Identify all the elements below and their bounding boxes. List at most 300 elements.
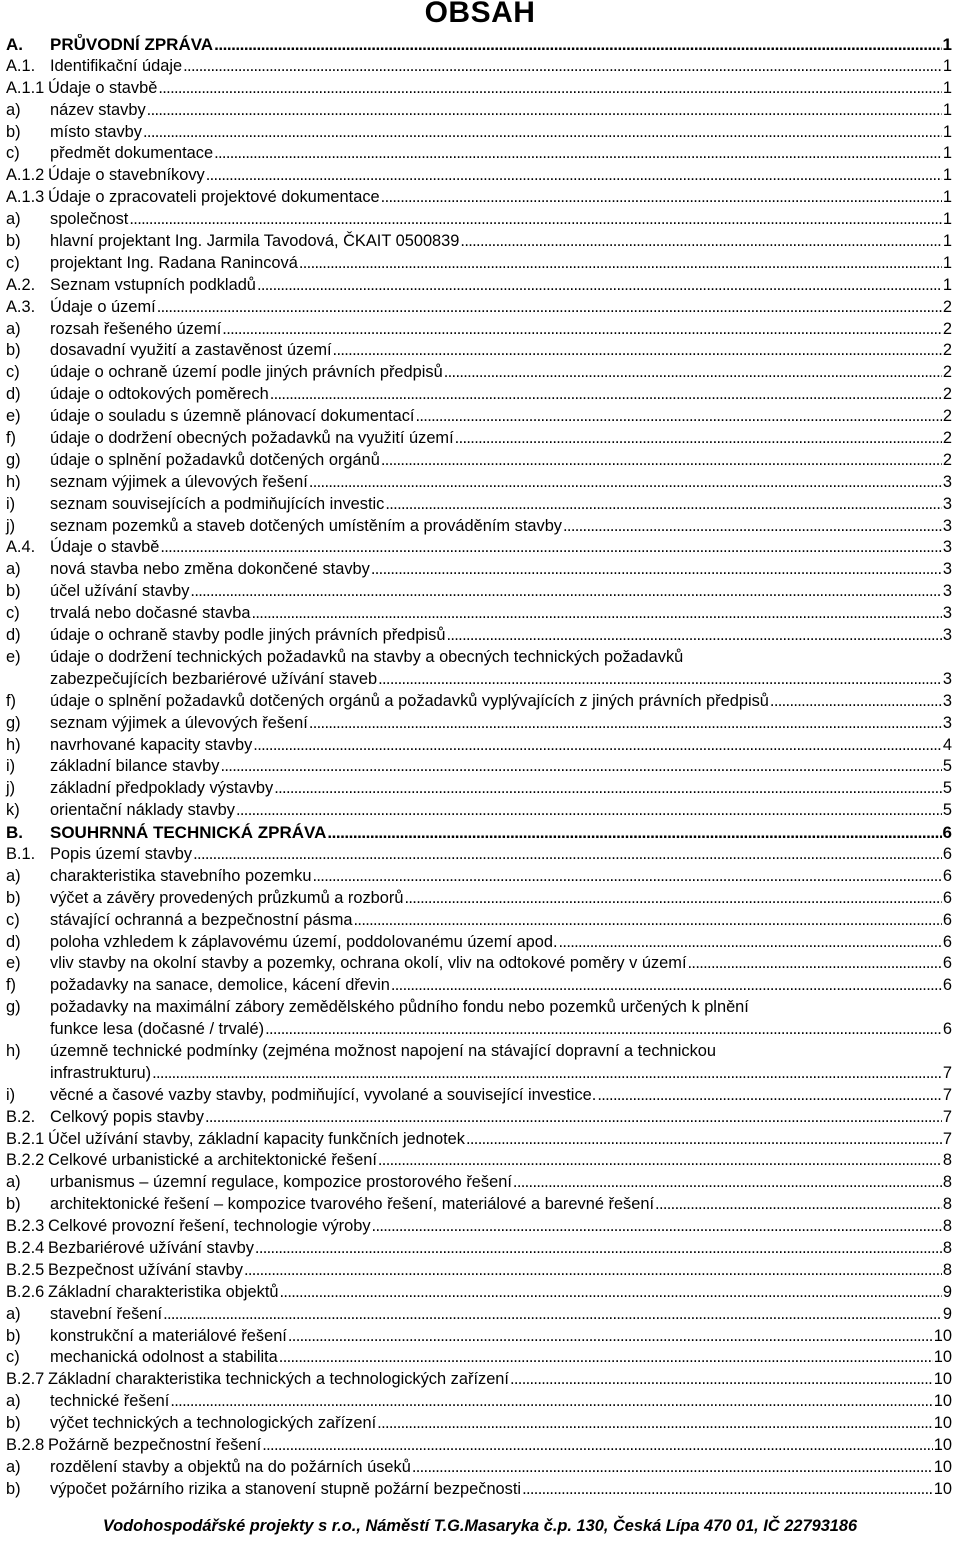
dot-leader [270, 384, 942, 406]
toc-entry[interactable] [0, 866, 960, 888]
toc-entry-text: nová stavba nebo změna dokončené stavby [50, 560, 370, 579]
toc-entry-text: výčet a závěry provedených průzkumů a rozborů [50, 888, 404, 907]
toc-entry[interactable] [0, 1260, 960, 1282]
toc-entry-text: rozdělení stavby a objektů na do požárních úseků [50, 1457, 411, 1476]
toc-entry-page: 2 [942, 429, 952, 448]
toc-entry-page: 10 [933, 1326, 952, 1345]
toc-entry[interactable] [0, 1129, 960, 1151]
toc-entry-text: Údaje o území [50, 297, 156, 316]
toc-entry-page: 10 [933, 1348, 952, 1367]
toc-entry-number: f) [6, 976, 17, 995]
toc-entry[interactable] [0, 143, 960, 165]
toc-entry[interactable] [0, 888, 960, 910]
toc-entry-text: seznam pozemků a staveb dotčených umístěním a prováděním stavby [50, 516, 563, 535]
toc-entry-leader [50, 778, 952, 800]
dot-leader [158, 78, 942, 100]
toc-entry-page: 2 [942, 450, 952, 469]
toc-entry-leader [50, 362, 952, 384]
toc-entry-text: název stavby [50, 100, 146, 119]
toc-entry-number: i) [6, 494, 16, 513]
toc-entry[interactable] [0, 581, 960, 603]
dot-leader [170, 1391, 932, 1413]
toc-entry-page: 10 [933, 1392, 952, 1411]
toc-entry[interactable] [0, 1282, 960, 1304]
toc-entry-leader [50, 888, 952, 910]
toc-entry-page: 1 [942, 100, 952, 119]
toc-entry-number: h) [6, 735, 21, 754]
toc-entry-page: 3 [942, 582, 952, 601]
toc-entry-number: a) [6, 1304, 21, 1323]
dot-leader [460, 231, 941, 253]
toc-entry-text: údaje o splnění požadavků dotčených orgánů [50, 450, 380, 469]
dot-leader [309, 472, 942, 494]
toc-entry-leader [50, 559, 952, 581]
toc-entry-number: a) [6, 210, 21, 229]
toc-entry-continuation[interactable] [0, 1063, 960, 1085]
toc-entry-text: navrhované kapacity stavby [50, 735, 253, 754]
toc-entry-page: 6 [942, 866, 952, 885]
toc-entry-leader [50, 669, 952, 691]
toc-entry-text: charakteristika stavebního pozemku [50, 866, 312, 885]
toc-entry-page: 1 [942, 232, 952, 251]
toc-entry[interactable] [0, 735, 960, 757]
dot-leader [415, 406, 941, 428]
toc-entry[interactable] [0, 472, 960, 494]
toc-entry-leader [50, 1172, 952, 1194]
toc-entry-leader [50, 866, 952, 888]
toc-entry-number: h) [6, 472, 21, 491]
toc-entry-page: 6 [942, 954, 952, 973]
toc-entry-text: Bezbariérové užívání stavby [48, 1238, 254, 1257]
toc-entry-leader [50, 450, 952, 472]
toc-entry-text: údaje o souladu s územně plánovací dokumentací [50, 407, 415, 426]
toc-entry-text: konstrukční a materiálové řešení [50, 1326, 287, 1345]
toc-entry-number: f) [6, 429, 17, 448]
dot-leader [236, 800, 942, 822]
toc-entry-leader [48, 1150, 952, 1172]
toc-entry-page: 10 [933, 1457, 952, 1476]
toc-entry-number: d) [6, 626, 21, 645]
toc-entry-page: 3 [942, 538, 952, 557]
toc-entry[interactable] [0, 1304, 960, 1326]
toc-entry-text: výčet technických a technologických zařízení [50, 1414, 377, 1433]
toc-entry-number: B. [6, 823, 23, 843]
dot-leader [372, 1216, 942, 1238]
toc-entry-number: b) [6, 888, 21, 907]
toc-entry-leader [50, 537, 952, 559]
dot-leader [257, 275, 942, 297]
dot-leader [312, 866, 941, 888]
toc-entry-text-cont: infrastrukturu) [50, 1063, 152, 1082]
toc-entry-page: 1 [942, 78, 952, 97]
toc-entry[interactable] [0, 450, 960, 472]
toc-entry-leader [50, 1479, 952, 1501]
toc-entry-number: d) [6, 385, 21, 404]
toc-entry-page: 8 [942, 1151, 952, 1170]
toc-entry-number: b) [6, 341, 21, 360]
toc-entry-leader [50, 384, 952, 406]
toc-entry[interactable] [0, 778, 960, 800]
toc-entry-text: údaje o ochraně stavby podle jiných právních předpisů [50, 626, 446, 645]
dot-leader [214, 143, 942, 165]
toc-entry-text: trvalá nebo dočasné stavba [50, 604, 251, 623]
dot-leader [354, 910, 942, 932]
toc-entry-page: 5 [942, 757, 952, 776]
toc-entry[interactable] [0, 100, 960, 122]
toc-entry-page: 1 [942, 275, 952, 294]
toc-entry-number: B.1. [6, 844, 36, 863]
toc-entry-number: d) [6, 932, 21, 951]
toc-entry-leader [50, 932, 952, 954]
toc-entry[interactable] [0, 1194, 960, 1216]
toc-entry-text: Bezpečnost užívání stavby [48, 1260, 243, 1279]
toc-entry-text: předmět dokumentace [50, 144, 214, 163]
toc-entry-page: 2 [942, 341, 952, 360]
dot-leader [446, 625, 941, 647]
toc-entry-text: architektonické řešení – kompozice tvarového řešení, materiálové a barevné řešení [50, 1195, 655, 1214]
toc-entry[interactable] [0, 516, 960, 538]
toc-entry[interactable] [0, 275, 960, 297]
dot-leader [274, 778, 942, 800]
toc-entry-number: b) [6, 122, 21, 141]
dot-leader [193, 844, 942, 866]
toc-entry-text: PRŮVODNÍ ZPRÁVA [50, 35, 214, 54]
dot-leader [391, 975, 942, 997]
dot-leader [206, 165, 942, 187]
toc-entry-leader [50, 340, 952, 362]
toc-entry-text: základní předpoklady výstavby [50, 779, 274, 798]
toc-entry-text: údaje o splnění požadavků dotčených orgánů a požadavků vyplývajících z jiných právních předpisů [50, 691, 769, 710]
toc-entry[interactable] [0, 1216, 960, 1238]
toc-entry-page: 6 [942, 976, 952, 995]
toc-entry-text: požadavky na sanace, demolice, kácení dřevin [50, 976, 390, 995]
dot-leader [412, 1457, 933, 1479]
dot-leader [333, 340, 942, 362]
toc-entry-text: Údaje o stavbě [48, 78, 158, 97]
toc-entry[interactable] [0, 406, 960, 428]
toc-entry[interactable] [0, 340, 960, 362]
toc-entry-page: 3 [942, 604, 952, 623]
toc-entry[interactable] [0, 56, 960, 78]
toc-entry-text: Základní charakteristika objektů [48, 1282, 279, 1301]
toc-entry-page: 3 [942, 691, 952, 710]
toc-entry-leader [50, 975, 952, 997]
toc-entry-text: stavební řešení [50, 1304, 163, 1323]
toc-entry-leader [50, 100, 952, 122]
toc-entry-page: 10 [933, 1414, 952, 1433]
toc-entry-page: 2 [942, 385, 952, 404]
toc-entry-leader [50, 1347, 952, 1369]
toc-entry[interactable] [0, 494, 960, 516]
dot-leader [190, 581, 941, 603]
dot-leader [655, 1194, 942, 1216]
toc-entry-leader [50, 1194, 952, 1216]
toc-entry-leader [50, 581, 952, 603]
toc-entry-page: 10 [933, 1479, 952, 1498]
toc-entry[interactable] [0, 1347, 960, 1369]
toc-entry[interactable] [0, 1326, 960, 1348]
toc-entry-leader [48, 1260, 952, 1282]
toc-entry-number: a) [6, 1457, 21, 1476]
dot-leader [152, 1063, 942, 1085]
toc-entry[interactable] [0, 1107, 960, 1129]
dot-leader [205, 1107, 942, 1129]
toc-entry-text: územně technické podmínky (zejména možnost napojení na stávající dopravní a technickou [50, 1041, 717, 1060]
toc-entry[interactable] [0, 319, 960, 341]
toc-entry-text: údaje o dodržení technických požadavků na stavby a obecných technických požadavků [50, 647, 684, 666]
toc-entry-number: B.2.3 [6, 1217, 45, 1236]
toc-entry[interactable] [0, 165, 960, 187]
toc-entry-number: B.2. [6, 1107, 36, 1126]
toc-entry-number: b) [6, 1414, 21, 1433]
toc-entry-page: 7 [942, 1107, 952, 1126]
toc-entry[interactable] [0, 997, 960, 1019]
toc-entry-page: 4 [942, 735, 952, 754]
toc-entry[interactable] [0, 713, 960, 735]
toc-entry-leader [50, 472, 952, 494]
dot-leader [327, 822, 941, 844]
toc-entry-number: h) [6, 1041, 21, 1060]
toc-entry-leader [50, 56, 952, 78]
toc-entry-page: 3 [942, 626, 952, 645]
toc-entry-number: A.2. [6, 275, 36, 294]
toc-entry-page: 7 [942, 1063, 952, 1082]
dot-leader [455, 428, 942, 450]
toc-entry-leader [50, 1413, 952, 1435]
toc-entry-leader [48, 78, 952, 100]
toc-entry-number: a) [6, 319, 21, 338]
toc-entry-number: B.2.5 [6, 1260, 45, 1279]
dot-leader [222, 319, 942, 341]
toc-entry-page: 8 [942, 1260, 952, 1279]
toc-entry-text: základní bilance stavby [50, 757, 220, 776]
page-title: OBSAH [424, 0, 536, 29]
toc-entry-leader [50, 603, 952, 625]
toc-entry-text: požadavky na maximální zábory zemědělského půdního fondu nebo pozemků určených k plnění [50, 998, 749, 1017]
toc-entry[interactable] [0, 800, 960, 822]
toc-entry[interactable] [0, 1457, 960, 1479]
toc-entry-leader [50, 406, 952, 428]
toc-entry-page: 2 [942, 407, 952, 426]
toc-entry[interactable] [0, 932, 960, 954]
toc-entry[interactable] [0, 691, 960, 713]
dot-leader [563, 516, 942, 538]
toc-entry-page: 8 [942, 1217, 952, 1236]
toc-entry[interactable] [0, 1150, 960, 1172]
dot-leader [404, 888, 941, 910]
toc-entry[interactable] [0, 34, 960, 56]
toc-entry-text: Základní charakteristika technických a technologických zařízení [48, 1370, 509, 1389]
toc-entry[interactable] [0, 756, 960, 778]
toc-entry-text: Seznam vstupních podkladů [50, 275, 256, 294]
toc-entry-text: rozsah řešeného území [50, 319, 222, 338]
toc-entry-number: A.1.1 [6, 78, 45, 97]
toc-entry[interactable] [0, 253, 960, 275]
toc-entry-page: 6 [942, 910, 952, 929]
toc-entry[interactable] [0, 1238, 960, 1260]
toc-entry-text: místo stavby [50, 122, 142, 141]
toc-entry[interactable] [0, 209, 960, 231]
toc-entry-number: j) [6, 779, 16, 798]
toc-entry-number: a) [6, 866, 21, 885]
dot-leader [255, 1238, 942, 1260]
toc-entry-leader [50, 1107, 952, 1129]
toc-entry[interactable] [0, 1413, 960, 1435]
toc-entry-page: 9 [942, 1282, 952, 1301]
toc-entry-leader [50, 1457, 952, 1479]
toc-entry[interactable] [0, 78, 960, 100]
toc-entry[interactable] [0, 231, 960, 253]
toc-entry-text: mechanická odolnost a stabilita [50, 1348, 278, 1367]
dot-leader [444, 362, 942, 384]
toc-entry-leader [50, 516, 952, 538]
toc-entry[interactable] [0, 428, 960, 450]
toc-entry-leader [48, 1216, 952, 1238]
toc-entry-page: 3 [942, 560, 952, 579]
toc-entry-number: B.2.1 [6, 1129, 45, 1148]
toc-entry-page: 1 [942, 253, 952, 272]
toc-entry-number: j) [6, 516, 16, 535]
toc-entry-leader [50, 1391, 952, 1413]
toc-entry[interactable] [0, 910, 960, 932]
toc-entry-text-cont: funkce lesa (dočasné / trvalé) [50, 1020, 265, 1039]
toc-entry[interactable] [0, 537, 960, 559]
toc-entry-leader [50, 953, 952, 975]
toc-entry-text: údaje o ochraně území podle jiných právních předpisů [50, 363, 443, 382]
toc-entry-page: 1 [942, 188, 952, 207]
toc-entry-continuation[interactable] [0, 669, 960, 691]
toc-entry-leader [50, 209, 952, 231]
toc-entry-page: 6 [942, 1020, 952, 1039]
toc-entry-leader [50, 625, 952, 647]
toc-entry-number: b) [6, 1479, 21, 1498]
toc-entry-page: 5 [942, 779, 952, 798]
toc-entry-number: a) [6, 1392, 21, 1411]
toc-entry-leader [50, 275, 952, 297]
toc-entry[interactable] [0, 1391, 960, 1413]
toc-entry-text: hlavní projektant Ing. Jarmila Tavodová, ČKAIT 0500839 [50, 232, 460, 251]
toc-entry-leader [50, 428, 952, 450]
toc-entry-number: g) [6, 450, 21, 469]
toc-entry-number: B.2.4 [6, 1238, 45, 1257]
toc-entry-page: 8 [942, 1238, 952, 1257]
toc-entry-number: e) [6, 407, 21, 426]
toc-entry[interactable] [0, 975, 960, 997]
toc-entry-page: 3 [942, 669, 952, 688]
toc-entry[interactable] [0, 187, 960, 209]
toc-entry-number: c) [6, 144, 20, 163]
toc-entry-page: 3 [942, 713, 952, 732]
toc-entry-page: 2 [942, 297, 952, 316]
toc-entry-number: i) [6, 1085, 16, 1104]
toc-entry-text: technické řešení [50, 1392, 170, 1411]
toc-entry-page: 2 [942, 363, 952, 382]
toc-entry-leader [48, 1129, 952, 1151]
toc-entry[interactable] [0, 1369, 960, 1391]
toc-entry-text: dosavadní využití a zastavěnost území [50, 341, 332, 360]
toc-entry-number: B.2.6 [6, 1282, 45, 1301]
toc-entry[interactable] [0, 844, 960, 866]
toc-entry-leader [48, 1435, 952, 1457]
dot-leader [280, 1282, 942, 1304]
toc-entry-text: seznam výjimek a úlevových řešení [50, 713, 308, 732]
toc-entry[interactable] [0, 1479, 960, 1501]
toc-entry-text: Údaje o stavebníkovy [48, 166, 205, 185]
toc-entry-page: 10 [933, 1370, 952, 1389]
toc-entry[interactable] [0, 625, 960, 647]
toc-entry-number: A.4. [6, 538, 36, 557]
toc-entry[interactable] [0, 1172, 960, 1194]
toc-entry-page: 1 [942, 122, 952, 141]
dot-leader [378, 1150, 942, 1172]
toc-entry-page: 1 [942, 35, 952, 54]
toc-entry[interactable] [0, 822, 960, 844]
toc-entry-number: A. [6, 35, 23, 54]
toc-entry-page: 3 [942, 516, 952, 535]
dot-leader [559, 932, 942, 954]
toc-entry-leader [50, 297, 952, 319]
toc-entry-text: údaje o odtokových poměrech [50, 385, 269, 404]
toc-entry-leader [50, 1063, 952, 1085]
toc-entry[interactable] [0, 953, 960, 975]
toc-entry-number: b) [6, 1326, 21, 1345]
toc-entry[interactable] [0, 559, 960, 581]
toc-entry-leader [50, 910, 952, 932]
toc-entry-leader [50, 319, 952, 341]
toc-entry-text: Požárně bezpečnostní řešení [48, 1436, 262, 1454]
toc-entry[interactable] [0, 122, 960, 144]
toc-entry-text: údaje o dodržení obecných požadavků na využití území [50, 429, 454, 448]
toc-entry-page: 1 [942, 210, 952, 229]
dot-leader [288, 1326, 933, 1348]
toc-entry-number: b) [6, 1195, 21, 1214]
toc-entry-number: A.1.2 [6, 166, 45, 185]
toc-entry[interactable] [0, 297, 960, 319]
toc-entry[interactable] [0, 1041, 960, 1063]
toc-entry-text: účel užívání stavby [50, 582, 190, 601]
toc-entry-number: g) [6, 998, 21, 1017]
toc-entry[interactable] [0, 362, 960, 384]
table-of-contents [0, 34, 960, 1501]
toc-entry-page: 6 [942, 888, 952, 907]
toc-entry-number: c) [6, 1348, 20, 1367]
toc-entry-number: g) [6, 713, 21, 732]
toc-entry[interactable] [0, 1435, 960, 1457]
toc-entry-number: c) [6, 604, 20, 623]
toc-entry-text: seznam výjimek a úlevových řešení [50, 472, 308, 491]
toc-entry-page: 3 [942, 472, 952, 491]
toc-entry-leader [48, 187, 952, 209]
toc-entry-text: Celkový popis stavby [50, 1107, 204, 1126]
dot-leader [522, 1479, 933, 1501]
toc-entry[interactable] [0, 1085, 960, 1107]
toc-entry-page: 1 [942, 56, 952, 75]
toc-entry[interactable] [0, 647, 960, 669]
toc-entry-leader [50, 735, 952, 757]
dot-leader [129, 209, 942, 231]
toc-entry-page: 2 [942, 319, 952, 338]
dot-leader [265, 1019, 942, 1041]
toc-entry-page: 7 [942, 1129, 952, 1148]
toc-entry-text: vliv stavby na okolní stavby a pozemky, ochrana okolí, vliv na odtokové poměry v území [50, 954, 687, 973]
toc-entry[interactable] [0, 384, 960, 406]
toc-entry-number: B.2.2 [6, 1151, 45, 1170]
toc-entry-continuation[interactable] [0, 1019, 960, 1041]
toc-entry[interactable] [0, 603, 960, 625]
toc-entry-leader [50, 800, 952, 822]
toc-entry-leader [50, 713, 952, 735]
dot-leader [770, 691, 942, 713]
